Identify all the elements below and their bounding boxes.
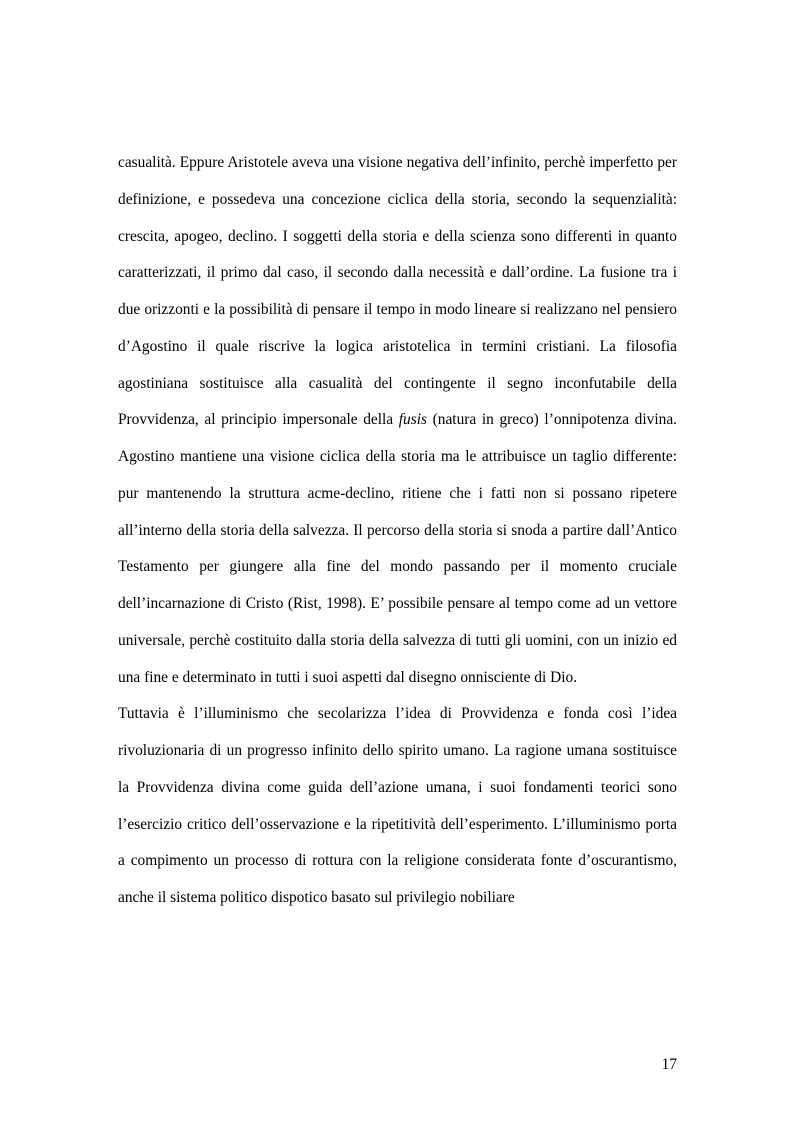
paragraph-text: casualità. Eppure Aristotele aveva una visione negativa dell’infinito, perchè imperfetto per definizione, e possedeva una concezione ciclica della storia, secondo la sequenzialità: crescita, apogeo, declino. I soggetti della storia e della scienza sono differenti in quanto caratterizzati, il primo dal caso, il secondo dalla necessità e dall’ordine. La fusione tra i due orizzonti e la possibilità di pensare il tempo in modo lineare si realizzano nel pensiero d’Agostino il quale riscrive la logica aristotelica in termini cristiani. La filosofia agostiniana sostituisce alla casualità del contingente il segno inconfutabile della Provvidenza, al principio impersonale della: [118, 154, 677, 429]
page-number: 17: [661, 1056, 677, 1073]
paragraph-text: (natura in greco) l’onnipotenza divina. Agostino mantiene una visione ciclica della storia ma le attribuisce un taglio differente: pur mantenendo la struttura acme-declino, ritiene che i fatti non si possano ripetere all’interno della storia della salvezza. Il percorso della storia si snoda a partire dall’Antico Testamento per giungere alla fine del mondo passando per il momento cruciale dell’incarnazione di Cristo (Rist, 1998). E’ possibile pensare al tempo come ad un vettore universale, perchè costituito dalla storia della salvezza di tutti gli uomini, con un inizio ed una fine e determinato in tutti i suoi aspetti dal disegno onnisciente di Dio.: [118, 411, 677, 686]
italic-term: fusis: [398, 411, 428, 429]
body-text: [118, 145, 677, 917]
paragraph: Tuttavia è l’illuminismo che secolarizza l’idea di Provvidenza e fonda così l’idea rivoluzionaria di un progresso infinito dello spirito umano. La ragione umana sostituisce la Provvidenza divina come guida dell’azione umana, i suoi fondamenti teorici sono l’esercizio critico dell’osservazione e la ripetitività dell’esperimento. L’illuminismo porta a compimento un processo di rottura con la religione considerata fonte d’oscurantismo, anche il sistema politico dispotico basato sul privilegio nobiliare: [118, 705, 677, 906]
paragraph: [118, 145, 677, 696]
